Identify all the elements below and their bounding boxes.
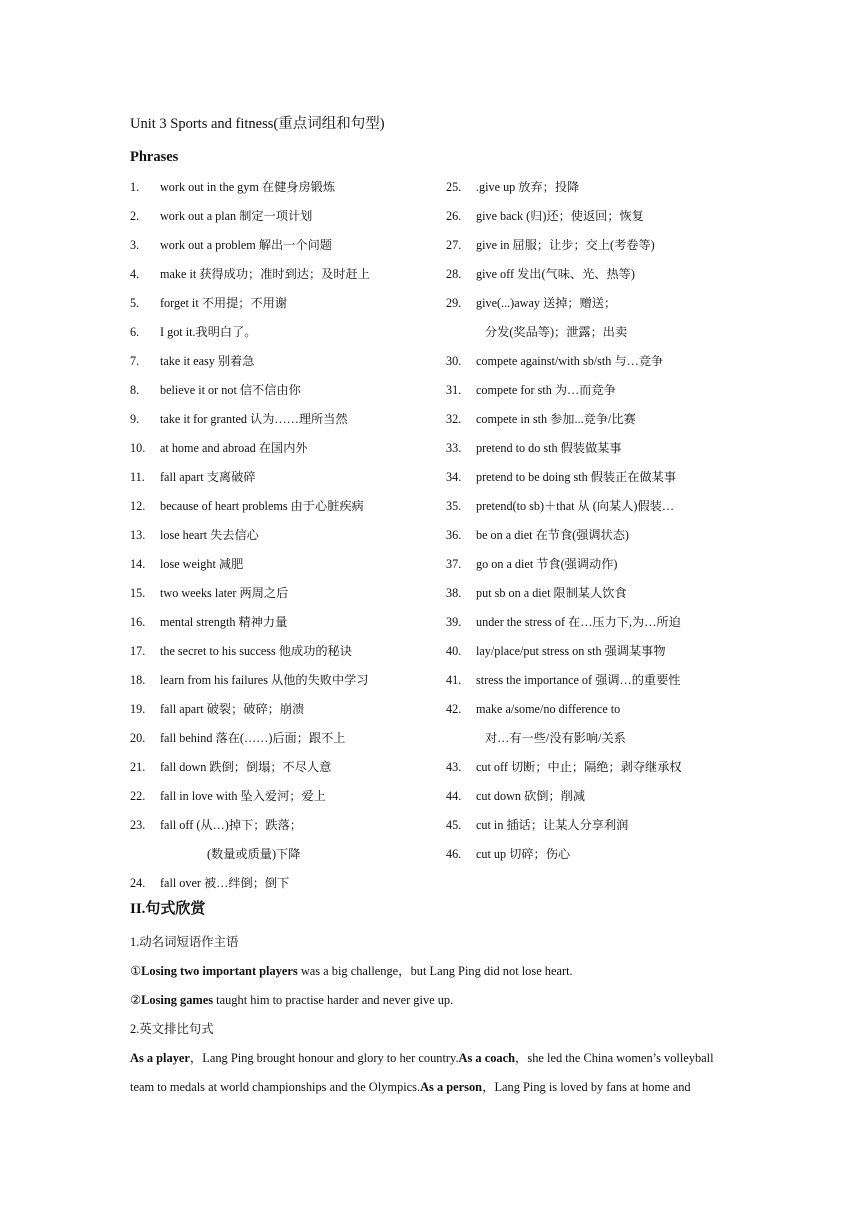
phrase-item	[130, 612, 450, 641]
phrase-text: .give up 放弃；投降	[476, 180, 580, 194]
phrase-item	[446, 235, 746, 264]
phrase-number: 22.	[130, 789, 146, 803]
phrase-text: lay/place/put stress on sth 强调某事物	[476, 644, 666, 658]
phrase-item	[130, 409, 450, 438]
phrase-item	[130, 264, 450, 293]
phrase-text: fall behind 落在(……)后面；跟不上	[160, 731, 346, 745]
phrase-item	[446, 293, 746, 322]
phrase-text: pretend to do sth 假装做某事	[476, 441, 622, 455]
phrase-number: 24.	[130, 876, 146, 890]
phrase-text: make it 获得成功；准时到达；及时赶上	[160, 267, 370, 281]
phrase-item	[130, 815, 450, 844]
phrase-item	[446, 699, 746, 728]
phrase-number: 30.	[446, 354, 462, 368]
phrase-item	[446, 583, 746, 612]
phrase-number: 21.	[130, 760, 146, 774]
bold-phrase: Losing games	[141, 993, 214, 1007]
phrase-number: 14.	[130, 557, 146, 571]
phrase-item	[446, 438, 746, 467]
phrase-text: go on a diet 节食(强调动作)	[476, 557, 618, 571]
phrase-number: 34.	[446, 470, 462, 484]
phrase-number: 20.	[130, 731, 146, 745]
phrase-text: forget it 不用提；不用谢	[160, 296, 288, 310]
phrase-text: give in 屈服；让步；交上(考卷等)	[476, 238, 655, 252]
phrase-text: compete in sth 参加...竞争/比赛	[476, 412, 636, 426]
phrase-item	[446, 264, 746, 293]
circled-number: ②	[130, 993, 142, 1007]
phrase-text: fall over 被…绊倒；倒下	[160, 876, 290, 890]
phrase-number: 27.	[446, 238, 462, 252]
phrase-number: 23.	[130, 818, 146, 832]
phrase-item	[130, 235, 450, 264]
example-sentence-2	[130, 991, 453, 1009]
sentence-text: ，Lang Ping is loved by fans at home and	[482, 1080, 691, 1094]
phrase-text: two weeks later 两周之后	[160, 586, 289, 600]
phrase-text: give off 发出(气味、光、热等)	[476, 267, 635, 281]
phrase-text: put sb on a diet 限制某人饮食	[476, 586, 627, 600]
phrase-number: 1.	[130, 180, 140, 194]
phrase-number: 43.	[446, 760, 462, 774]
phrase-number: 12.	[130, 499, 146, 513]
phrase-text: lose heart 失去信心	[160, 528, 259, 542]
phrase-number: 26.	[446, 209, 462, 223]
phrase-item	[130, 351, 450, 380]
phrase-item	[130, 583, 450, 612]
phrase-text: under the stress of 在…压力下,为…所迫	[476, 615, 681, 629]
phrase-number: 18.	[130, 673, 146, 687]
phrase-text: cut up 切碎；伤心	[476, 847, 571, 861]
paragraph-line-2	[130, 1078, 691, 1096]
phrase-number: 19.	[130, 702, 146, 716]
phrase-number: 2.	[130, 209, 140, 223]
example-sentence-1	[130, 962, 573, 980]
phrase-text: give back (归)还；使返回；恢复	[476, 209, 644, 223]
phrase-text: take it easy 别着急	[160, 354, 255, 368]
phrase-number: 37.	[446, 557, 462, 571]
phrase-number: 7.	[130, 354, 140, 368]
phrase-number: 11.	[130, 470, 145, 484]
phrase-number: 25.	[446, 180, 462, 194]
phrase-number: 17.	[130, 644, 146, 658]
phrase-number: 6.	[130, 325, 140, 339]
phrase-number: 38.	[446, 586, 462, 600]
phrase-number: 32.	[446, 412, 462, 426]
phrase-item	[130, 641, 450, 670]
phrase-item	[130, 322, 450, 351]
phrase-item	[130, 206, 450, 235]
phrase-number: 15.	[130, 586, 146, 600]
bold-phrase: As a person	[420, 1080, 483, 1094]
phrase-continuation: (数量或质量)下降	[207, 847, 301, 861]
phrase-text: compete against/with sb/sth 与…竞争	[476, 354, 664, 368]
phrase-number: 33.	[446, 441, 462, 455]
phrase-text: compete for sth 为…而竞争	[476, 383, 616, 397]
phrase-number: 16.	[130, 615, 146, 629]
phrase-item	[130, 380, 450, 409]
phrase-item	[446, 786, 746, 815]
phrase-number: 46.	[446, 847, 462, 861]
phrase-list-right	[446, 177, 746, 873]
phrase-item	[446, 177, 746, 206]
phrase-number: 36.	[446, 528, 462, 542]
phrase-number: 13.	[130, 528, 146, 542]
phrase-text: because of heart problems 由于心脏疾病	[160, 499, 364, 513]
phrase-item	[130, 496, 450, 525]
bold-phrase: Losing two important players	[141, 964, 298, 978]
phrase-item	[130, 467, 450, 496]
phrase-number: 8.	[130, 383, 140, 397]
phrase-text: take it for granted 认为……理所当然	[160, 412, 348, 426]
phrase-number: 35.	[446, 499, 462, 513]
phrase-item	[446, 670, 746, 699]
phrase-number: 10.	[130, 441, 146, 455]
subheading-parallelism: 2.英文排比句式	[130, 1022, 214, 1036]
phrase-text: believe it or not 信不信由你	[160, 383, 301, 397]
phrase-number: 9.	[130, 412, 140, 426]
phrase-number: 41.	[446, 673, 462, 687]
phrase-text: cut in 插话；让某人分享利润	[476, 818, 629, 832]
phrase-continuation: 分发(奖品等)；泄露；出卖	[485, 325, 628, 339]
phrase-text: I got it.我明白了。	[160, 325, 257, 339]
phrase-text: fall off (从…)掉下；跌落；	[160, 818, 302, 832]
phrase-text: pretend(to sb)＋that 从 (向某人)假装…	[476, 499, 675, 513]
phrase-text: fall apart 支离破碎	[160, 470, 256, 484]
sentence-text: taught him to practise harder and never give up.	[213, 993, 454, 1007]
phrase-item	[130, 757, 450, 786]
bold-phrase: As a player	[130, 1051, 190, 1065]
phrase-number: 28.	[446, 267, 462, 281]
phrase-number: 39.	[446, 615, 462, 629]
phrase-item	[446, 496, 746, 525]
phrase-item	[130, 728, 450, 757]
section2-heading: II.句式欣赏	[130, 901, 206, 917]
sentence-text: was a big challenge，but Lang Ping did not lose heart.	[297, 964, 573, 978]
phrase-item	[446, 525, 746, 554]
phrase-number: 42.	[446, 702, 462, 716]
phrase-text: work out in the gym 在健身房锻炼	[160, 180, 336, 194]
phrase-number: 4.	[130, 267, 140, 281]
phrases-heading: Phrases	[130, 149, 179, 165]
phrase-item	[446, 467, 746, 496]
sentence-text: ，Lang Ping brought honour and glory to her country.	[189, 1051, 459, 1065]
phrase-text: fall apart 破裂；破碎；崩溃	[160, 702, 305, 716]
phrase-item	[446, 206, 746, 235]
phrase-text: stress the importance of 强调…的重要性	[476, 673, 681, 687]
phrase-number: 29.	[446, 296, 462, 310]
document-title: Unit 3 Sports and fitness(重点词组和句型)	[130, 116, 385, 132]
phrase-item	[446, 815, 746, 844]
phrase-number: 45.	[446, 818, 462, 832]
bold-phrase: As a coach	[458, 1051, 515, 1065]
phrase-text: mental strength 精神力量	[160, 615, 288, 629]
phrase-item	[130, 844, 450, 873]
sentence-text: ，she led the China women’s volleyball	[515, 1051, 714, 1065]
subheading-gerund: 1.动名词短语作主语	[130, 935, 239, 949]
phrase-text: cut off 切断；中止；隔绝；剥夺继承权	[476, 760, 682, 774]
phrase-number: 5.	[130, 296, 140, 310]
phrase-item	[130, 438, 450, 467]
phrase-text: make a/some/no difference to	[476, 702, 621, 716]
phrase-item	[446, 728, 746, 757]
phrase-text: give(...)away 送掉；赠送；	[476, 296, 617, 310]
phrase-item	[130, 525, 450, 554]
phrase-text: lose weight 减肥	[160, 557, 244, 571]
phrase-number: 31.	[446, 383, 462, 397]
phrase-item	[446, 409, 746, 438]
phrase-item	[446, 554, 746, 583]
phrase-item	[446, 844, 746, 873]
phrase-item	[130, 554, 450, 583]
phrase-text: at home and abroad 在国内外	[160, 441, 308, 455]
circled-number: ①	[130, 964, 142, 978]
phrase-item	[446, 641, 746, 670]
phrase-text: work out a plan 制定一项计划	[160, 209, 313, 223]
phrase-item	[130, 177, 450, 206]
phrase-item	[446, 322, 746, 351]
phrase-continuation: 对…有一些/没有影响/关系	[485, 731, 626, 745]
phrase-list-left	[130, 177, 450, 902]
paragraph-line-1	[130, 1049, 714, 1067]
phrase-text: learn from his failures 从他的失败中学习	[160, 673, 369, 687]
phrase-item	[446, 380, 746, 409]
phrase-text: fall down 跌倒；倒塌；不尽人意	[160, 760, 332, 774]
phrase-text: the secret to his success 他成功的秘诀	[160, 644, 352, 658]
sentence-text: team to medals at world championships and the Olympics.	[130, 1080, 421, 1094]
phrase-text: be on a diet 在节食(强调状态)	[476, 528, 629, 542]
phrase-text: pretend to be doing sth 假装正在做某事	[476, 470, 677, 484]
phrase-number: 44.	[446, 789, 462, 803]
phrase-number: 3.	[130, 238, 140, 252]
phrase-item	[446, 757, 746, 786]
phrase-text: fall in love with 坠入爱河；爱上	[160, 789, 326, 803]
phrase-item	[130, 293, 450, 322]
phrase-item	[130, 699, 450, 728]
phrase-item	[130, 670, 450, 699]
phrase-text: work out a problem 解出一个问题	[160, 238, 332, 252]
phrase-number: 40.	[446, 644, 462, 658]
phrase-item	[446, 351, 746, 380]
phrase-text: cut down 砍倒；削减	[476, 789, 586, 803]
phrase-item	[446, 612, 746, 641]
phrase-item	[130, 786, 450, 815]
